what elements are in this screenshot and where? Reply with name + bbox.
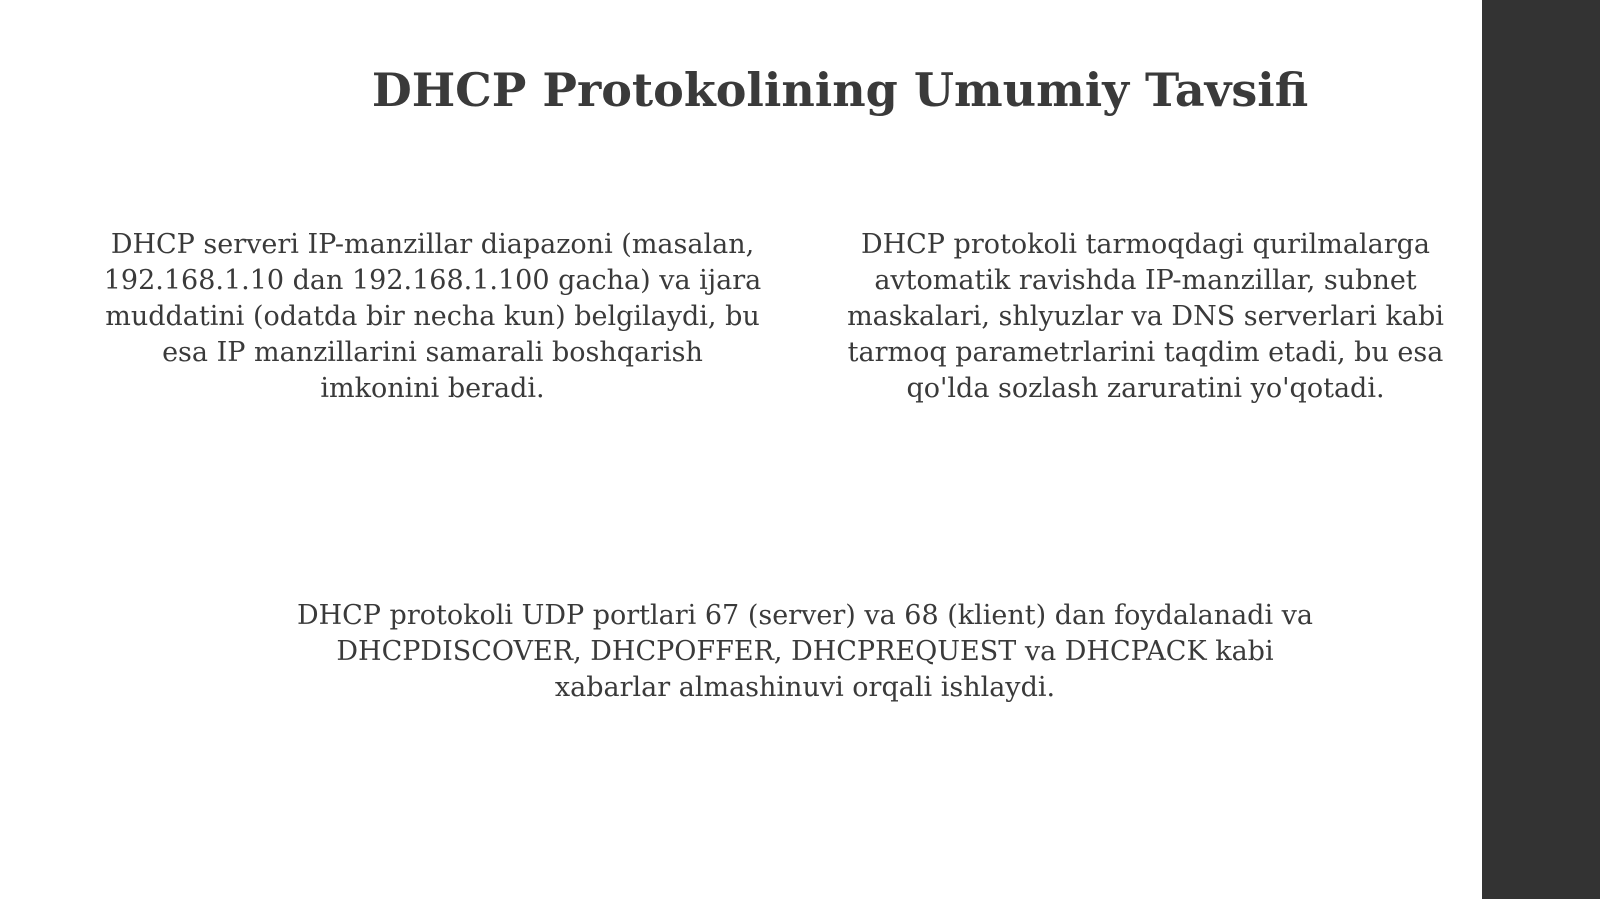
- side-bar: [1482, 0, 1600, 899]
- paragraph-left: DHCP serveri IP-manzillar diapazoni (masalan, 192.168.1.10 dan 192.168.1.100 gacha) va ijara muddatini (odatda bir necha kun) belgilaydi, bu esa IP manzillarini samarali boshqarish imkonini beradi.: [103, 229, 762, 404]
- slide-title: DHCP Protokolining Umumiy Tavsifi: [371, 63, 1309, 117]
- paragraph-bottom: DHCP protokoli UDP portlari 67 (server) va 68 (klient) dan foydalanadi va DHCPDISCOVER, DHCPOFFER, DHCPREQUEST va DHCPACK kabi xabarlar almashinuvi orqali ishlaydi.: [296, 600, 1314, 703]
- paragraph-right: DHCP protokoli tarmoqdagi qurilmalarga avtomatik ravishda IP-manzillar, subnet maskalari, shlyuzlar va DNS serverlari kabi tarmoq parametrlarini taqdim etadi, bu esa qo'lda sozlash zaruratini yo'qotadi.: [847, 229, 1444, 404]
